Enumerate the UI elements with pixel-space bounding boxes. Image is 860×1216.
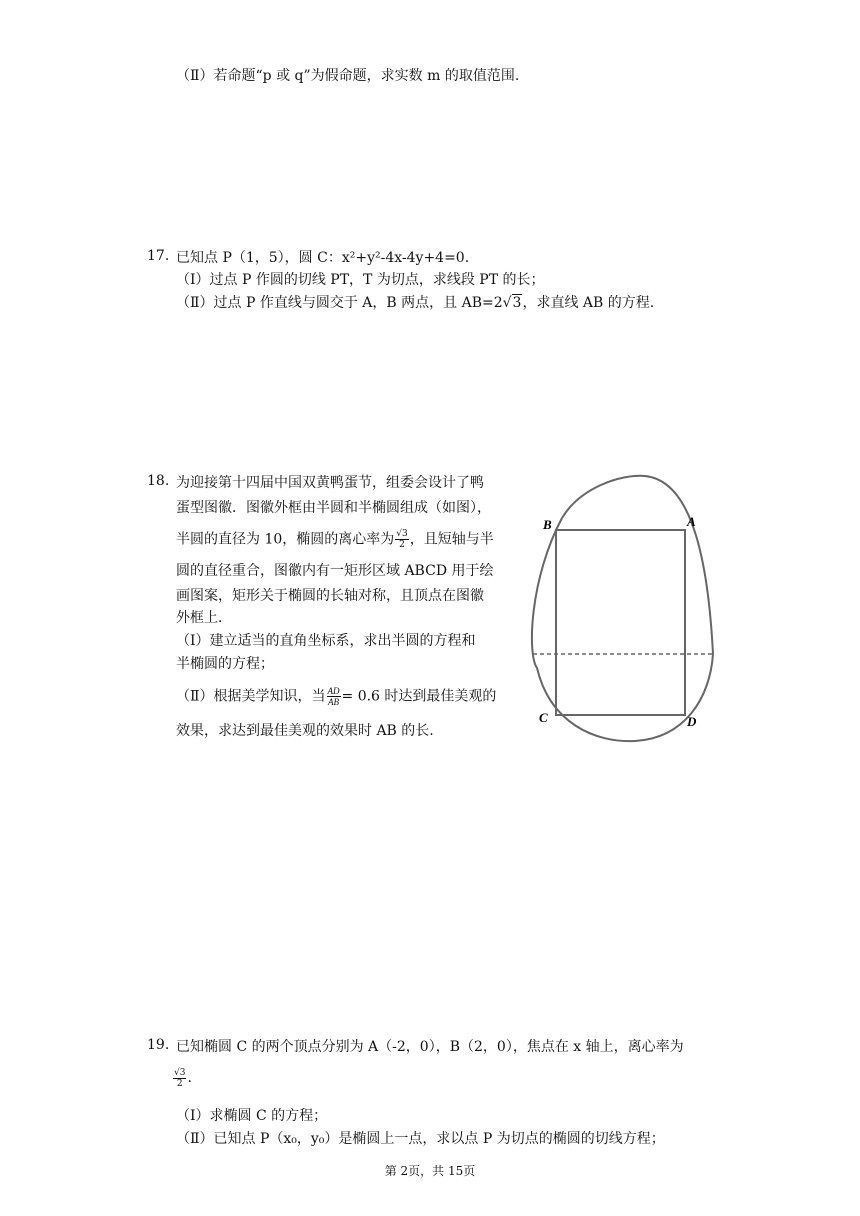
q18-eccentricity-fraction: $\frac{√3}{2}$	[396, 529, 408, 550]
label-a: A	[687, 514, 696, 529]
q19-part1: （Ⅰ）求椭圆 C 的方程；	[176, 1108, 328, 1124]
q18-line1: 为迎接第十四届中国双黄鸭蛋节，组委会设计了鸭	[176, 475, 484, 491]
q18-part2-c: 效果，求达到最佳美观的效果时 AB 的长.	[176, 723, 434, 739]
q18-line3-a: 半圆的直径为 10，椭圆的离心率为	[176, 531, 395, 548]
q17-part2	[176, 293, 654, 313]
q19-eccentricity-fraction: $\frac{√3}{2}$	[174, 1067, 186, 1089]
q19-stem: 已知椭圆 C 的两个顶点分别为 A（-2，0），B（2，0），焦点在 x 轴上，离心率为	[176, 1039, 684, 1055]
semicircle-arc	[562, 476, 713, 654]
rectangle-abcd	[556, 530, 685, 715]
q19-stem-fraction-line	[172, 1066, 192, 1090]
q18-line4: 圆的直径重合，图徽内有一矩形区域 ABCD 用于绘	[176, 563, 494, 579]
sqrt-symbol: √	[502, 295, 512, 311]
q19-stem-end: .	[187, 1070, 192, 1086]
q18-line6: 外框上．	[176, 610, 232, 626]
q17-part2-text-a: （Ⅱ）过点 P 作直线与圆交于 A，B 两点，且 AB=2	[176, 295, 503, 311]
q19-part2: （Ⅱ）已知点 P（x₀，y₀）是椭圆上一点，求以点 P 为切点的椭圆的切线方程；	[176, 1131, 665, 1147]
q18-line3	[176, 529, 494, 550]
q18-ratio-fraction: $\frac{AD}{AB}$	[327, 686, 340, 707]
egg-badge-figure	[525, 468, 725, 753]
page-footer: 第 2页，共 15页	[384, 1164, 476, 1178]
q19-number: 19.	[147, 1037, 170, 1053]
label-b: B	[543, 517, 552, 532]
q16-part2: （Ⅱ）若命题“p 或 q”为假命题，求实数 m 的取值范围.	[176, 68, 520, 84]
q18-part1-a: （Ⅰ）建立适当的直角坐标系，求出半圆的方程和	[176, 633, 476, 649]
q18-part2-a	[176, 686, 496, 707]
q18-part2-text-b: 时达到最佳美观的	[379, 688, 497, 705]
q18-part2-text-a: （Ⅱ）根据美学知识，当	[176, 688, 326, 705]
q17-part2-text-b: ，求直线 AB 的方程.	[522, 295, 655, 311]
q18-ratio-value: = 0.6	[341, 688, 380, 705]
q17-stem: 已知点 P（1，5），圆 C：x²+y²-4x-4y+4=0.	[176, 250, 470, 266]
q17-number: 17.	[147, 248, 170, 264]
q17-part1: （Ⅰ）过点 P 作圆的切线 PT，T 为切点，求线段 PT 的长；	[176, 272, 545, 288]
q18-number: 18.	[147, 473, 170, 489]
q18-line2: 蛋型图徽．图徽外框由半圆和半椭圆组成（如图），	[176, 500, 491, 516]
q18-line5: 画图案，矩形关于椭圆的长轴对称，且顶点在图徽	[176, 588, 484, 604]
label-c: C	[539, 710, 548, 725]
label-d: D	[687, 714, 697, 729]
q18-part1-b: 半椭圆的方程；	[176, 656, 274, 672]
q18-line3-b: ，且短轴与半	[409, 531, 494, 548]
q17-part2-sqrt: 3	[512, 295, 522, 311]
